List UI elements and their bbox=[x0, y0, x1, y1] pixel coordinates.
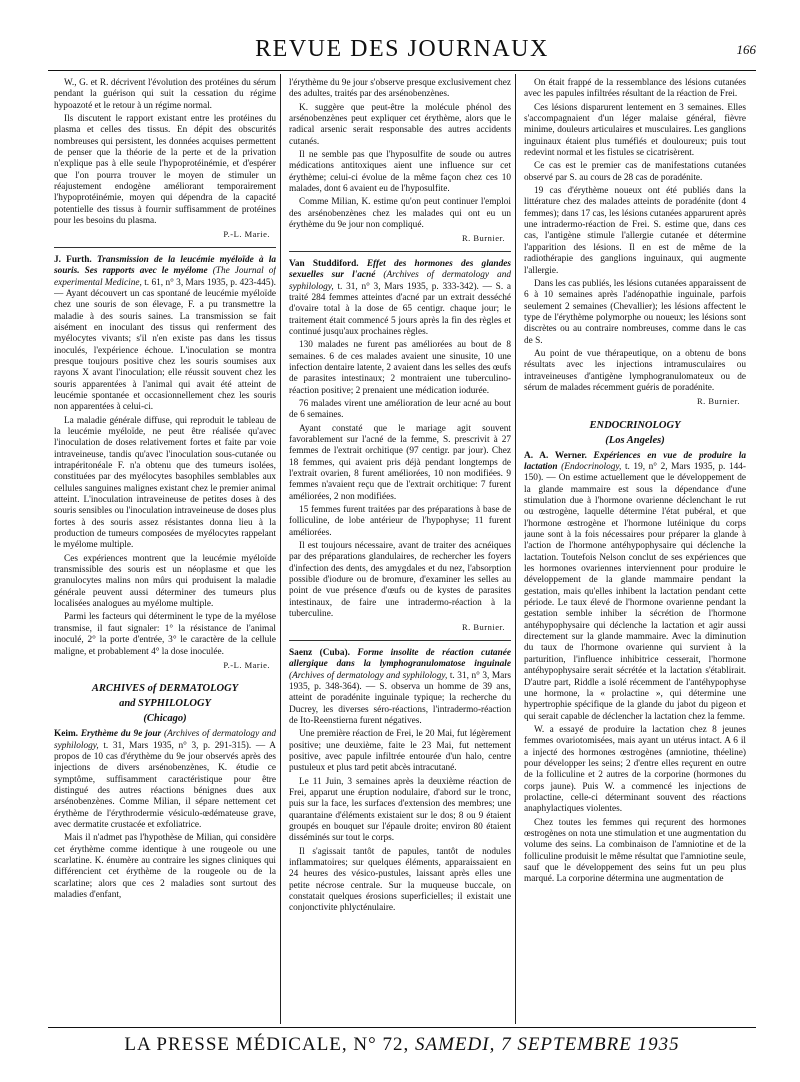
article-title: Effet des hormones des glandes sexuelles sur l'acné bbox=[289, 258, 511, 281]
article-author: Saenz (Cuba). bbox=[289, 647, 350, 658]
article-author: A. A. Werner. bbox=[524, 450, 587, 461]
page-number: 166 bbox=[736, 42, 756, 57]
article-saenz bbox=[289, 648, 511, 727]
paragraph: Il ne semble pas que l'hyposulfite de soude ou autres médications antitoxiques aient une influence sur cet érythème; celui-ci évolue de la même façon chez ces 10 malades, dont 6 avaient eu de l'hyposulfite. bbox=[289, 150, 511, 195]
paragraph: 15 femmes furent traitées par des préparations à base de folliculine, de lobe antérieur de l'hypophyse; 11 furent améliorées. bbox=[289, 505, 511, 538]
article-author: Keim. bbox=[54, 729, 79, 740]
article-reference: (The Journal of experimental Medicine, bbox=[54, 266, 276, 288]
author-signature: R. Burnier. bbox=[461, 622, 505, 633]
page-header bbox=[48, 30, 756, 70]
paragraph: On était frappé de la ressemblance des lésions cutanées avec les papules infiltrées résultant de la réaction de Frei. bbox=[524, 78, 746, 100]
section-line: (Los Angeles) bbox=[605, 434, 665, 446]
column-3 bbox=[524, 78, 746, 1023]
article-author: Van Studdiford. bbox=[289, 258, 359, 269]
article-reference: (Archives of dermatology and syphilology, bbox=[289, 670, 448, 681]
article-separator bbox=[54, 247, 276, 248]
article-title: Expériences en vue de produire la lactation bbox=[524, 450, 746, 472]
article-author: J. Furth. bbox=[54, 254, 92, 265]
section-line: (Chicago) bbox=[143, 713, 187, 725]
article-separator bbox=[289, 251, 511, 252]
article-title: Forme insolite de réaction cutanée allergique dans la lymphogranulomatose inguinale bbox=[289, 647, 511, 670]
section-line: ENDOCRINOLOGY bbox=[589, 419, 681, 431]
article-keim bbox=[54, 729, 276, 831]
running-title: REVUE DES JOURNAUX bbox=[255, 36, 549, 62]
paragraph: l'érythème du 9e jour s'observe presque exclusivement chez des adultes, traités par des arsénobenzènes. bbox=[289, 78, 511, 100]
paragraph: Chez toutes les femmes qui reçurent des hormones œstrogènes on nota une stimulation et une augmentation du volume des seins. La combinaison de l'amniotine et de la folliculine produisit le même résultat que l'amniotine seule, sauf que le développement des seins fut un peu plus marqué. La corporine détermina une augmentation de bbox=[524, 817, 746, 885]
paragraph: Mais il n'admet pas l'hypothèse de Milian, qui considère cet érythème comme identique à une rougeole ou une scarlatine. K. énumère au contraire les signes cliniques qui différencient cet érythème de la rougeole ou de la scarlatine; alors que ces 2 maladies sont surtout des maladies d'enfant, bbox=[54, 833, 276, 900]
article-title: Transmission de la leucémie myéloïde à la souris. Ses rapports avec le myélome bbox=[54, 254, 276, 277]
article-text: t. 31, n° 3, Mars 1935, p. 348-364). — S. observa un homme de 39 ans, atteint de poradénite inguinale typique; la recherche du Ducrey, les diverses séro-réactions, l'intradermo-réaction de Ito-Reenstierna furent négatives. bbox=[289, 670, 511, 726]
article-reference: (Archives of dermatology and syphilology, bbox=[54, 729, 276, 751]
paragraph: Ce cas est le premier cas de manifestations cutanées observé par S. au cours de 28 cas de poradénite. bbox=[524, 161, 746, 183]
article-text: t. 31, Mars 1935, n° 3, p. 291-315). — A propos de 10 cas d'érythème du 9e jour observés après des injections de divers arsénobenzènes, K. étudie ce symptôme, suffisamment caractéristique pour être distingué des autres réactions bénignes dues aux arsénobenzènes. Comme Milian, il sépare nettement cet érythème de l'érythrodermie vésiculo-œdémateuse grave, avec dermatite crustacée et exfoliatrice. bbox=[54, 740, 276, 830]
footer-rule bbox=[48, 1027, 756, 1028]
article-reference: (Archives of dermatology and syphilology, bbox=[289, 270, 511, 292]
author-signature: P.-L. Marie. bbox=[223, 659, 270, 670]
footer-journal: LA PRESSE MÉDICALE, N° 72, bbox=[124, 1034, 410, 1055]
paragraph: Il s'agissait tantôt de papules, tantôt de nodules inflammatoires; sur quelques éléments, apparaissaient en 24 heures des vésico-pustules, laissant après elles une petite nécrose centrale. Sur la muqueuse buccale, on constatait quelques érosions superficielles; il existait une conjonctivite phlycténulaire. bbox=[289, 846, 511, 914]
paragraph: Ayant constaté que le mariage agit souvent favorablement sur l'acné de la femme, S. prescrivit à 27 femmes de l'extrait orchitique (97 centigr. par jour). Chez 18 femmes, qui avaient pris déjà pendant longtemps de l'extrait ovarien, 8 furent améliorées, 10 non modifiées. 9 femmes n'avaient reçu que de l'extrait orchitique: 7 furent améliorées, 2 non modifiées. bbox=[289, 423, 511, 502]
paragraph: Au point de vue thérapeutique, on a obtenu de bons résultats avec les injections intramusculaires ou intraveineuses d'antigène lymphogranulomateux ou de sérum de malades récemment guéris de poradénite. bbox=[524, 348, 746, 393]
paragraph: Comme Milian, K. estime qu'on peut continuer l'emploi des arsénobenzènes chez les malades qui ont eu un érythème du 9e jour non compliqué. bbox=[289, 197, 511, 231]
paragraph: La maladie générale diffuse, qui reproduit le tableau de la leucémie myéloïde, ne peut être réalisée qu'avec l'inoculation de doses relativement fortes et faite par voie intraveineuse, tandis qu'avec l'inoculation sous-cutanée ou intrapéritonéale F. n'a obtenu que des tumeurs isolées, constituées par des myélocytes basophiles semblables aux cellules sanguines malignes existant chez le premier animal atteint. L'inoculation intraveineuse de petites doses à des souris sensibles ou l'inoculation intraveineuse de doses plus fortes à des souris assez résistantes donna lieu à la production de tumeurs composées de myélocytes rappelant le myélome multiple. bbox=[54, 415, 276, 551]
section-line: and SYPHILOLOGY bbox=[119, 698, 211, 710]
journal-section-heading bbox=[54, 681, 276, 726]
paragraph: Ils discutent le rapport existant entre les protéines du plasma et celles des tissus. En dépit des obscurités nombreuses qui persistent, les données acquises permettent de penser que la théorie de la perte et de la privation n'explique pas à elle seule l'hypoprotéinémie, et d'espérer que l'on pourra trouver le moyen de stimuler un réajustement endogène améliorant temporairement l'hypoprotéinémie, moyen qui dépendra de la capacité potentielle des tissus à fournir suffisamment de protéines pour les besoins du plasma. bbox=[54, 114, 276, 227]
paragraph: Parmi les facteurs qui déterminent le type de la myélose transmise, il faut signaler: 1° la résistance de l'animal inoculé, 2° la porte d'entrée, 3° le caractère de la cellule maligne, et probablement 4° la dose inoculée. bbox=[54, 612, 276, 657]
column-divider bbox=[280, 74, 281, 1024]
paragraph: Le 11 Juin, 3 semaines après la deuxième réaction de Frei, apparut une éruption nodulaire, d'abord sur le tronc, puis sur la face, les surfaces d'extension des membres; une quarantaine d'éléments existaient sur le dos; 8 ou 9 étaient groupés en bouquet sur l'épaule droite; environ 80 étaient disséminés sur tout le corps. bbox=[289, 776, 511, 844]
article-title: Erythème du 9e jour bbox=[80, 729, 162, 740]
paragraph: W., G. et R. décrivent l'évolution des protéines du sérum pendant la guérison qui suit la cessation du régime hypoazoté et le retour à un régime normal. bbox=[54, 78, 276, 111]
page-footer bbox=[48, 1034, 756, 1056]
footer-date: SAMEDI, 7 SEPTEMBRE 1935 bbox=[414, 1034, 680, 1055]
column-1 bbox=[54, 78, 276, 1023]
section-line: ARCHIVES of DERMATOLOGY bbox=[91, 683, 239, 695]
author-signature: R. Burnier. bbox=[696, 396, 740, 407]
column-2 bbox=[289, 78, 511, 1023]
article-furth bbox=[54, 255, 276, 414]
paragraph: Il est toujours nécessaire, avant de traiter des acnéiques par des préparations glandulaires, de rechercher les foyers d'infection des dents, des amygdales et du nez, l'absorption possible d'iodure ou de bromure, d'examiner les selles au point de vue présence d'œufs ou de kystes de parasites intestinaux, de faire une intradermo-réaction à la tuberculine. bbox=[289, 541, 511, 620]
paragraph: Ces expériences montrent que la leucémie myéloïde transmissible des souris est un néoplasme et que les granulocytes malins non mûrs qui produisent la maladie générale peuvent aussi déterminer des tumeurs plus localisées analogues au myélome multiple. bbox=[54, 553, 276, 610]
author-signature: P.-L. Marie. bbox=[223, 229, 270, 240]
paragraph: 19 cas d'érythème noueux ont été publiés dans la littérature chez des malades atteints de poradénite (dont 4 femmes); dans 17 cas, les lésions cutanées apparurent après une intradermo-réaction de Frei. S. estime que, dans ces cas, l'antigène stimule l'allergie cutanée et détermine l'apparition des lésions. Il en est de même de la radiothérapie des ganglions inguinaux, qui augmente l'allergie. bbox=[524, 186, 746, 276]
paragraph: 130 malades ne furent pas améliorées au bout de 8 semaines. 6 de ces malades avaient une sinusite, 10 une infection dentaire latente, 2 avaient dans les selles des œufs de parasites intestinaux; 2 montraient une tuberculino-réaction positive; 2 prenaient une médication iodurée. bbox=[289, 340, 511, 396]
paragraph: K. suggère que peut-être la molécule phénol des arsénobenzènes peut expliquer cet érythème, alors que le radical arsenic serait responsable des autres accidents cutanés. bbox=[289, 102, 511, 147]
column-divider bbox=[515, 74, 516, 1024]
paragraph: Une première réaction de Frei, le 20 Mai, fut légèrement positive; une deuxième, faite le 23 Mai, fut nettement positive, avec papule infiltrée entourée d'un halo, centre pustuleux et plus tard petit abcès intracutané. bbox=[289, 729, 511, 774]
article-werner bbox=[524, 451, 746, 723]
article-text: t. 61, n° 3, Mars 1935, p. 423-445). — Ayant découvert un cas spontané de leucémie myéloïde chez une souris de son élevage, F. a pu transmettre la maladie à des souris saines. La transmission se fait aisément en inoculant des tissus qui renferment des myélocytes vivants; s'il n'en existe pas dans les tissus inoculés, l'expérience échoue. L'inoculation se montra presque toujours positive chez les souris soumises aux rayons X avant l'inoculation; elle réussit souvent chez les souris apparentées à l'animal qui avait été atteint de leucémie spontanée et occasionnellement chez les souris non apparentées à celui-ci. bbox=[54, 277, 276, 413]
article-text: t. 19, n° 2, Mars 1935, p. 144-150). — On estime actuellement que le développement de la glande mammaire est sous la dépendance d'une stimulation due à l'hormone ovarienne déclenchant le rut ou œstrogène, laquelle détermine l'état pubéral, et que l'hormone œstrogène et l'hormone lutéinique du corps jaune sont à la fois nécessaires pour préparer la glande à l'action de l'hormone antéhypophysaire qui déclenche la lactation. Toutefois Nelson conclut de ses expériences que les hormones ovariennes interviennent pour produire le développement de la glande mammaire pendant la gestation, mais qu'elles inhibent la lactation pendant cette période. Le taux élevé de l'hormone ovarienne pendant la gestation semble inhiber la sécrétion de l'hormone antéhypophysaire qui déclenche la lactation et agir aussi directement sur la glande mammaire. Avec la diminution du taux de l'hormone ovarienne qui survient à la parturition, l'influence inhibitrice cesserait, l'hormone antéhypophysaire serait sécrétée et la lactation s'établirait. D'autre part, Riddle a isolé récemment de l'antéhypophyse une hormone, la « prolactine », qui détermine une hypertrophie spécifique de la glande du jabot du pigeon et qui serait capable de déclencher la lactation chez la femme. bbox=[524, 461, 746, 722]
article-text: t. 31, n° 3, Mars 1935, p. 333-342). — S. a traité 284 femmes atteintes d'acné par un extrait desséché d'ovaire total à la dose de 65 centigr. chaque jour; le traitement était commencé 5 jours après la fin des règles et continué jusqu'aux prochaines règles. bbox=[289, 281, 511, 337]
article-separator bbox=[289, 640, 511, 641]
paragraph: Dans les cas publiés, les lésions cutanées apparaissent de 6 à 10 semaines après l'adénopathie inguinale, parfois seulement 2 semaines (Chevallier); les lésions affectent le type de l'érythème polymorphe ou noueux; les lésions sont discrètes ou au contraire nombreuses, comme dans le cas de S. bbox=[524, 278, 746, 346]
journal-section-heading bbox=[524, 418, 746, 448]
paragraph: W. a essayé de produire la lactation chez 8 jeunes femmes ovariotomisées, mais ayant un utérus intact. A 6 il a injecté des hormones œstrogènes (amniotine, théeline) pour développer les seins; 2 d'entre elles reçurent en outre de la folliculine et 2 autres de la corporine (hormones du corps jaune). Puis W. a commencé les injections de prolactine, celle-ci déterminant souvent des réactions anaphylactiques violentes. bbox=[524, 724, 746, 815]
header-rule bbox=[48, 70, 756, 71]
paragraph: 76 malades virent une amélioration de leur acné au bout de 6 semaines. bbox=[289, 398, 511, 421]
article-reference: (Endocrinology, bbox=[561, 461, 622, 472]
paragraph: Ces lésions disparurent lentement en 3 semaines. Elles s'accompagnaient d'un léger malaise général, fièvre minime, douleurs articulaires et musculaires. Les ganglions inguinaux étaient plus tuméfiés et douloureux; puis tout redevint normal et les fistules se cicatrisèrent. bbox=[524, 102, 746, 159]
article-van-studdiford bbox=[289, 259, 511, 338]
author-signature: R. Burnier. bbox=[461, 233, 505, 244]
